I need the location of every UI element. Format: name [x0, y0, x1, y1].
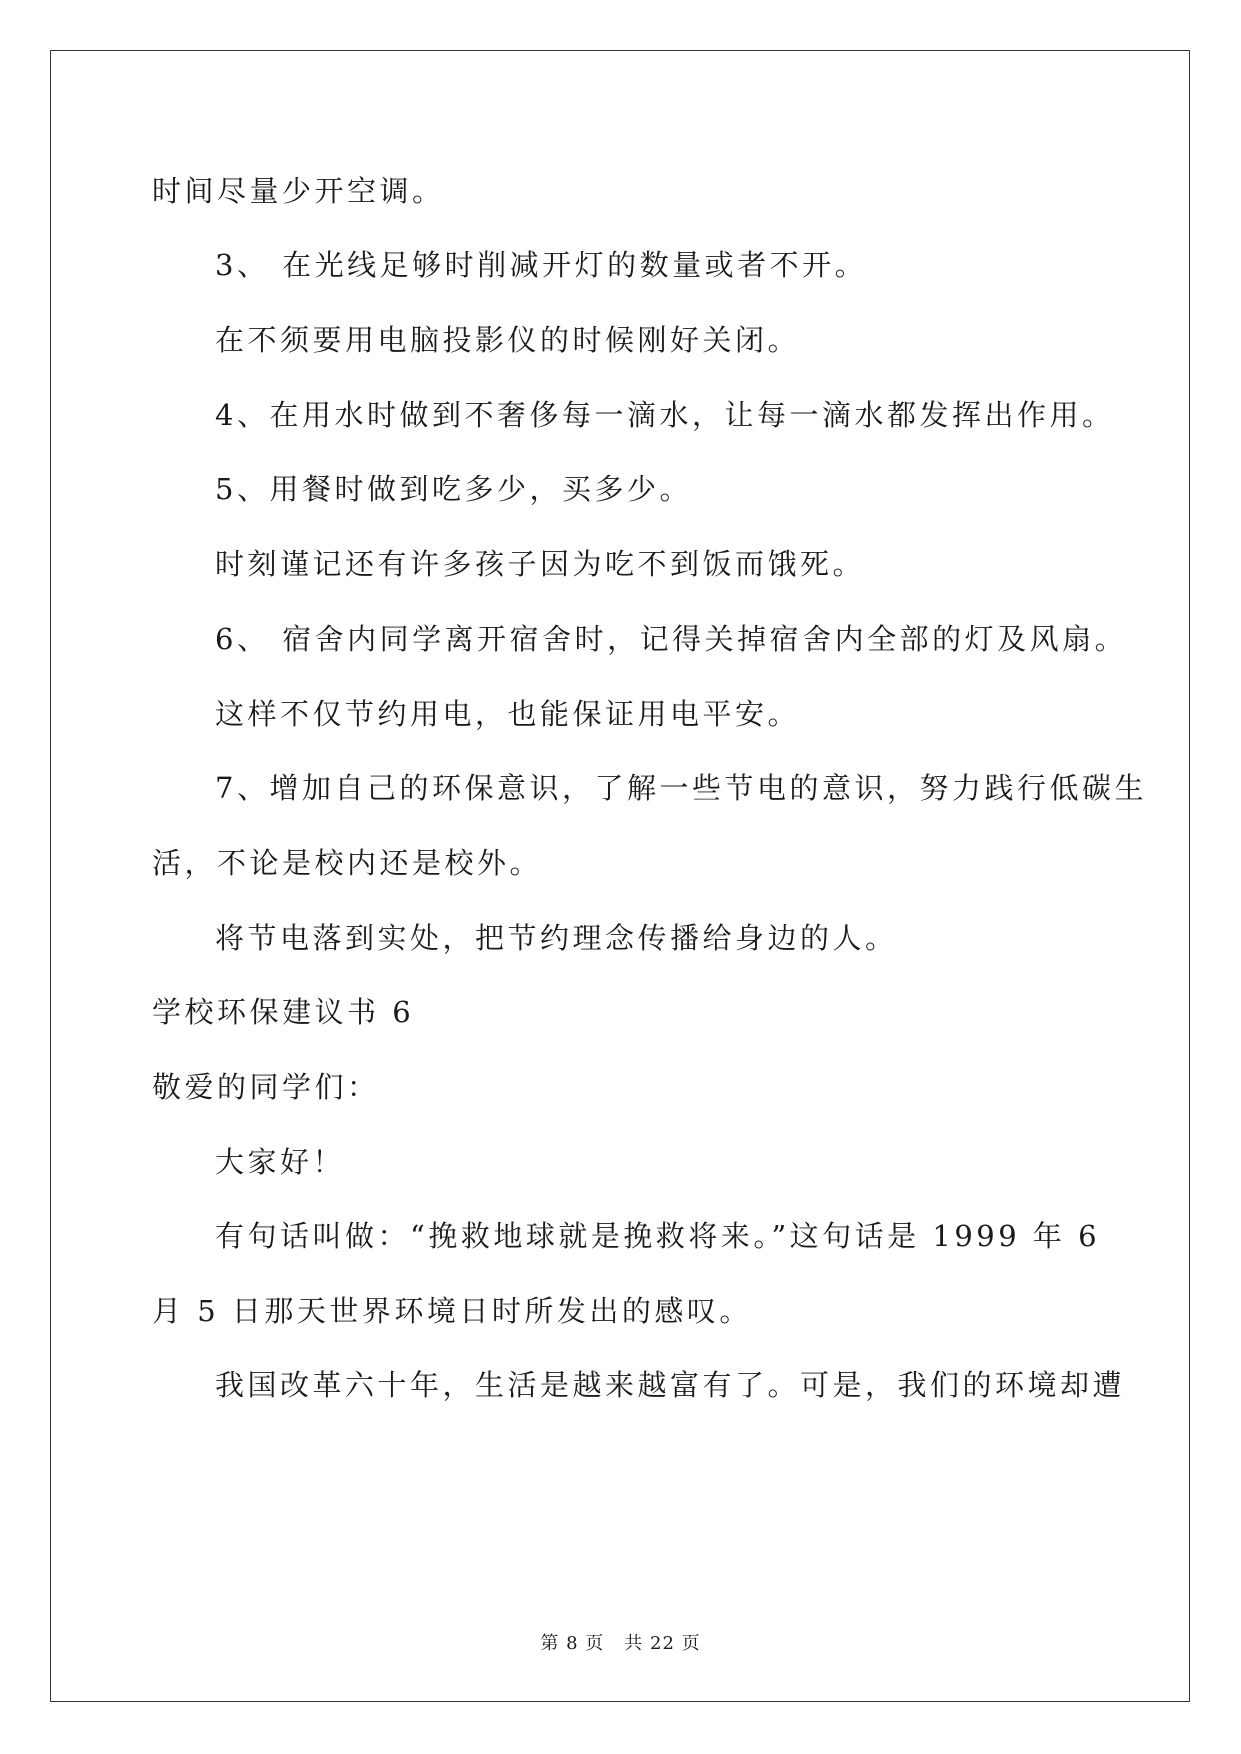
text-line: 有句话叫做：“挽救地球就是挽救将来。”这句话是 1999 年 6	[215, 1219, 1101, 1253]
text-line: 在不须要用电脑投影仪的时候刚好关闭。	[215, 323, 801, 357]
text-line: 活，不论是校内还是校外。	[152, 846, 543, 880]
text-line: 这样不仅节约用电，也能保证用电平安。	[215, 697, 801, 731]
text-line: 时间尽量少开空调。	[152, 174, 445, 208]
text-line: 将节电落到实处，把节约理念传播给身边的人。	[215, 921, 898, 955]
text-line: 月 5 日那天世界环境日时所发出的感叹。	[152, 1294, 752, 1328]
text-line: 7、增加自己的环保意识，了解一些节电的意识，努力践行低碳生	[215, 771, 1147, 805]
text-line: 3、 在光线足够时削减开灯的数量或者不开。	[215, 248, 868, 282]
text-line: 时刻谨记还有许多孩子因为吃不到饭而饿死。	[215, 547, 866, 581]
page-total: 共 22 页	[624, 1633, 701, 1654]
page-footer	[0, 1629, 1241, 1655]
greeting: 大家好！	[215, 1145, 346, 1179]
text-line: 4、在用水时做到不奢侈每一滴水，让每一滴水都发挥出作用。	[215, 398, 1115, 432]
text-line: 6、 宿舍内同学离开宿舍时，记得关掉宿舍内全部的灯及风扇。	[215, 622, 1128, 656]
salutation: 敬爱的同学们：	[152, 1070, 380, 1104]
text-line: 我国改革六十年，生活是越来越富有了。可是，我们的环境却遭	[215, 1368, 1126, 1402]
section-heading: 学校环保建议书 6	[152, 995, 415, 1029]
text-line: 5、用餐时做到吃多少，买多少。	[215, 472, 692, 506]
page-number: 第 8 页	[540, 1633, 605, 1654]
